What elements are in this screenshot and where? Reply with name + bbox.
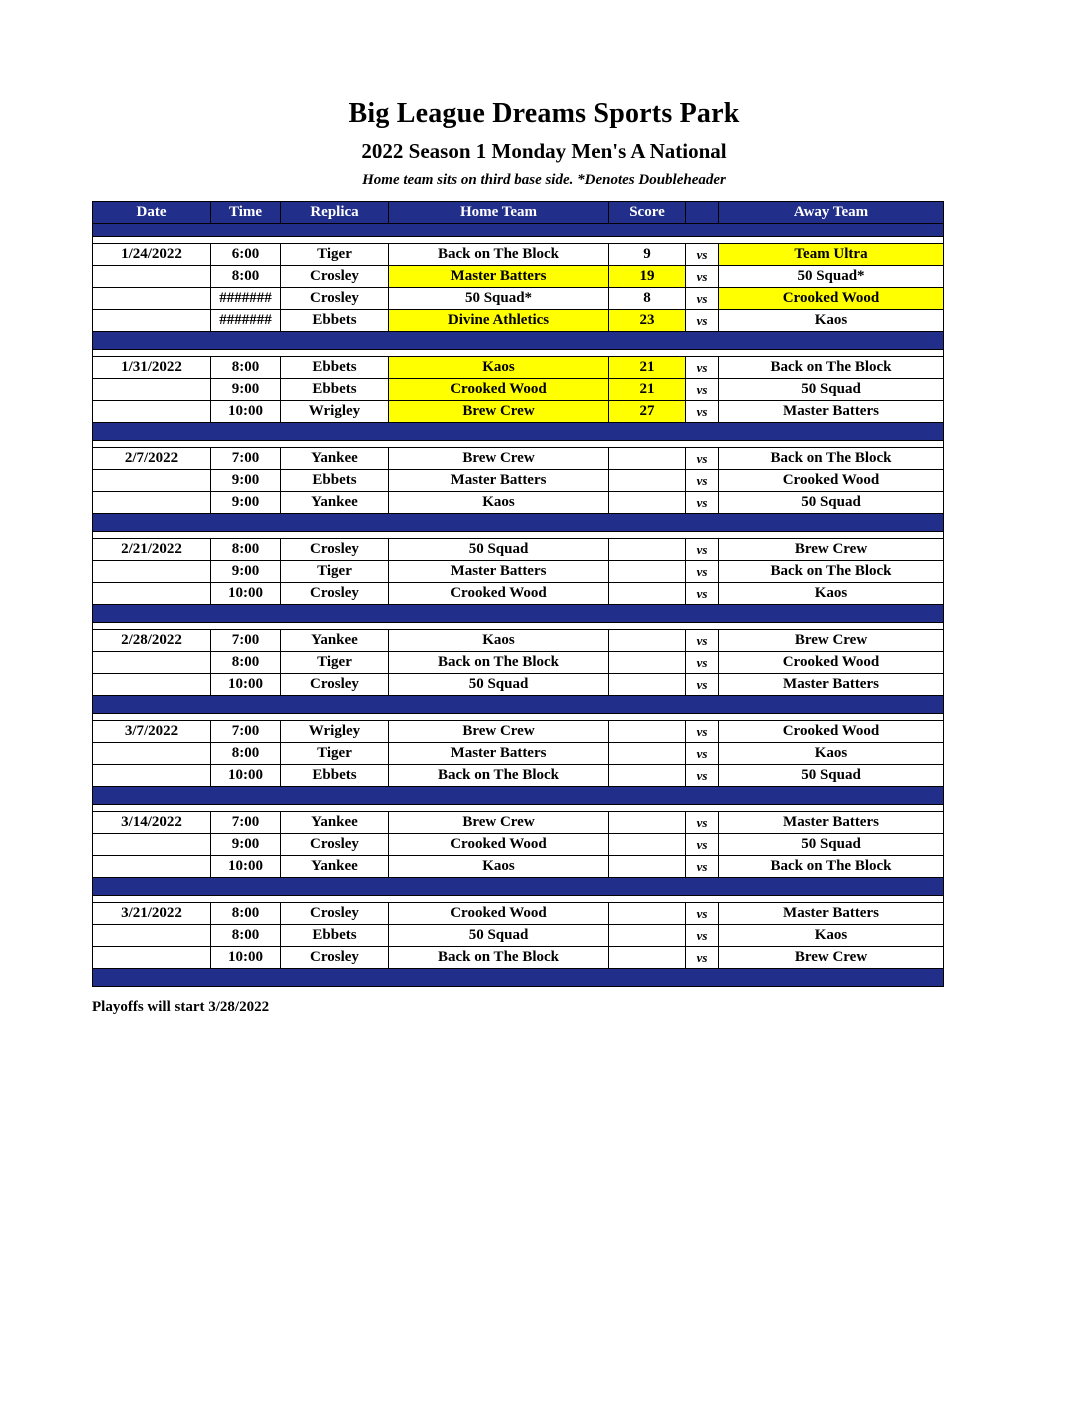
cell-home: 50 Squad: [389, 539, 609, 561]
game-row: [93, 470, 944, 492]
cell-score: [609, 903, 686, 925]
cell-vs: vs: [686, 743, 719, 765]
header-away-team: Away Team: [719, 202, 944, 224]
cell-away: Kaos: [719, 925, 944, 947]
cell-home: Crooked Wood: [389, 834, 609, 856]
cell-home: Master Batters: [389, 743, 609, 765]
game-row: [93, 244, 944, 266]
cell-replica: Yankee: [281, 630, 389, 652]
cell-score: [609, 721, 686, 743]
cell-date: 2/21/2022: [93, 539, 211, 561]
cell-score: [609, 812, 686, 834]
cell-replica: Crosley: [281, 834, 389, 856]
cell-replica: Ebbets: [281, 310, 389, 332]
cell-away: Kaos: [719, 310, 944, 332]
cell-home: Back on The Block: [389, 652, 609, 674]
group-separator-cell: [93, 878, 944, 896]
cell-score: [609, 448, 686, 470]
cell-date: [93, 925, 211, 947]
game-row: [93, 401, 944, 423]
header-band-cell: [93, 224, 944, 237]
cell-score: [609, 834, 686, 856]
game-row: [93, 492, 944, 514]
cell-score: 23: [609, 310, 686, 332]
cell-date: 1/24/2022: [93, 244, 211, 266]
cell-home: Back on The Block: [389, 244, 609, 266]
header-vs: [686, 202, 719, 224]
cell-home: Crooked Wood: [389, 583, 609, 605]
cell-away: 50 Squad: [719, 834, 944, 856]
cell-date: [93, 834, 211, 856]
cell-time: 8:00: [211, 903, 281, 925]
game-row: [93, 652, 944, 674]
cell-vs: vs: [686, 721, 719, 743]
game-row: [93, 743, 944, 765]
cell-replica: Tiger: [281, 561, 389, 583]
cell-vs: vs: [686, 561, 719, 583]
cell-date: [93, 470, 211, 492]
cell-vs: vs: [686, 652, 719, 674]
cell-home: Back on The Block: [389, 947, 609, 969]
cell-date: [93, 583, 211, 605]
group-gap: [93, 714, 944, 721]
cell-date: [93, 266, 211, 288]
cell-away: Crooked Wood: [719, 721, 944, 743]
cell-score: [609, 630, 686, 652]
cell-away: Crooked Wood: [719, 470, 944, 492]
cell-score: 21: [609, 357, 686, 379]
table-body: [93, 244, 944, 987]
cell-home: Kaos: [389, 492, 609, 514]
cell-vs: vs: [686, 244, 719, 266]
cell-date: 3/7/2022: [93, 721, 211, 743]
group-separator: [93, 423, 944, 441]
cell-away: 50 Squad*: [719, 266, 944, 288]
cell-vs: vs: [686, 379, 719, 401]
cell-vs: vs: [686, 674, 719, 696]
cell-score: [609, 765, 686, 787]
cell-vs: vs: [686, 266, 719, 288]
cell-away: Kaos: [719, 743, 944, 765]
cell-replica: Yankee: [281, 812, 389, 834]
cell-date: 3/21/2022: [93, 903, 211, 925]
game-row: [93, 630, 944, 652]
cell-away: 50 Squad: [719, 765, 944, 787]
cell-replica: Wrigley: [281, 721, 389, 743]
cell-score: 27: [609, 401, 686, 423]
group-separator-cell: [93, 969, 944, 987]
cell-date: 2/28/2022: [93, 630, 211, 652]
cell-home: Crooked Wood: [389, 903, 609, 925]
cell-time: 7:00: [211, 812, 281, 834]
header-band: [93, 224, 944, 237]
cell-time: 7:00: [211, 630, 281, 652]
group-separator: [93, 696, 944, 714]
cell-away: Brew Crew: [719, 539, 944, 561]
game-row: [93, 947, 944, 969]
cell-vs: vs: [686, 630, 719, 652]
cell-home: Brew Crew: [389, 812, 609, 834]
cell-time: 9:00: [211, 492, 281, 514]
group-separator: [93, 332, 944, 350]
cell-date: [93, 310, 211, 332]
cell-replica: Tiger: [281, 743, 389, 765]
cell-score: [609, 561, 686, 583]
cell-score: [609, 583, 686, 605]
cell-time: 8:00: [211, 266, 281, 288]
cell-score: [609, 539, 686, 561]
cell-date: [93, 674, 211, 696]
cell-time: 9:00: [211, 561, 281, 583]
cell-time: 8:00: [211, 652, 281, 674]
game-row: [93, 310, 944, 332]
cell-date: [93, 743, 211, 765]
cell-replica: Ebbets: [281, 925, 389, 947]
home-team-note: Home team sits on third base side. *Denotes Doubleheader: [362, 172, 726, 188]
group-separator-cell: [93, 423, 944, 441]
group-gap-cell: [93, 714, 944, 721]
cell-replica: Crosley: [281, 539, 389, 561]
cell-score: 9: [609, 244, 686, 266]
cell-away: Brew Crew: [719, 630, 944, 652]
cell-vs: vs: [686, 903, 719, 925]
cell-replica: Ebbets: [281, 470, 389, 492]
cell-home: Master Batters: [389, 561, 609, 583]
cell-date: [93, 652, 211, 674]
cell-time: 10:00: [211, 674, 281, 696]
cell-away: Back on The Block: [719, 448, 944, 470]
cell-home: 50 Squad*: [389, 288, 609, 310]
cell-time: 8:00: [211, 539, 281, 561]
group-gap: [93, 623, 944, 630]
cell-home: Brew Crew: [389, 448, 609, 470]
group-gap: [93, 350, 944, 357]
table-head: [93, 202, 944, 244]
game-row: [93, 448, 944, 470]
cell-time: 9:00: [211, 470, 281, 492]
cell-date: [93, 765, 211, 787]
game-row: [93, 379, 944, 401]
cell-score: 21: [609, 379, 686, 401]
cell-home: Kaos: [389, 630, 609, 652]
cell-away: Kaos: [719, 583, 944, 605]
group-separator-cell: [93, 332, 944, 350]
header-home-team: Home Team: [389, 202, 609, 224]
group-gap-cell: [93, 441, 944, 448]
cell-away: Back on The Block: [719, 357, 944, 379]
header-gap-cell: [93, 237, 944, 244]
group-gap: [93, 532, 944, 539]
cell-score: 19: [609, 266, 686, 288]
cell-away: Crooked Wood: [719, 652, 944, 674]
cell-replica: Ebbets: [281, 765, 389, 787]
cell-date: [93, 561, 211, 583]
header-row: [93, 202, 944, 224]
game-row: [93, 721, 944, 743]
cell-away: Brew Crew: [719, 947, 944, 969]
cell-time: 8:00: [211, 357, 281, 379]
cell-home: Back on The Block: [389, 765, 609, 787]
cell-score: [609, 925, 686, 947]
group-separator: [93, 514, 944, 532]
cell-replica: Yankee: [281, 492, 389, 514]
cell-away: Master Batters: [719, 812, 944, 834]
playoffs-note: Playoffs will start 3/28/2022: [92, 999, 270, 1015]
cell-score: [609, 470, 686, 492]
game-row: [93, 561, 944, 583]
cell-home: 50 Squad: [389, 674, 609, 696]
cell-date: [93, 288, 211, 310]
cell-away: Back on The Block: [719, 856, 944, 878]
cell-date: [93, 492, 211, 514]
cell-score: [609, 674, 686, 696]
cell-away: Crooked Wood: [719, 288, 944, 310]
group-separator-cell: [93, 696, 944, 714]
cell-replica: Crosley: [281, 583, 389, 605]
cell-vs: vs: [686, 834, 719, 856]
cell-score: [609, 856, 686, 878]
cell-vs: vs: [686, 765, 719, 787]
group-gap-cell: [93, 623, 944, 630]
cell-away: Master Batters: [719, 401, 944, 423]
cell-replica: Crosley: [281, 903, 389, 925]
cell-replica: Crosley: [281, 674, 389, 696]
cell-home: Crooked Wood: [389, 379, 609, 401]
cell-time: 6:00: [211, 244, 281, 266]
page-title: Big League Dreams Sports Park: [348, 98, 740, 129]
cell-time: 10:00: [211, 856, 281, 878]
header-date: Date: [93, 202, 211, 224]
cell-vs: vs: [686, 470, 719, 492]
cell-time: 8:00: [211, 925, 281, 947]
cell-replica: Wrigley: [281, 401, 389, 423]
cell-date: 1/31/2022: [93, 357, 211, 379]
cell-vs: vs: [686, 288, 719, 310]
header-time: Time: [211, 202, 281, 224]
group-gap: [93, 805, 944, 812]
cell-replica: Ebbets: [281, 357, 389, 379]
cell-home: Kaos: [389, 856, 609, 878]
cell-time: 10:00: [211, 765, 281, 787]
group-gap-cell: [93, 350, 944, 357]
game-row: [93, 674, 944, 696]
cell-home: Master Batters: [389, 266, 609, 288]
cell-replica: Ebbets: [281, 379, 389, 401]
game-row: [93, 357, 944, 379]
cell-time: 10:00: [211, 947, 281, 969]
group-separator-cell: [93, 514, 944, 532]
cell-time: 7:00: [211, 721, 281, 743]
cell-vs: vs: [686, 812, 719, 834]
cell-date: [93, 856, 211, 878]
group-gap: [93, 441, 944, 448]
game-row: [93, 583, 944, 605]
game-row: [93, 266, 944, 288]
group-gap-cell: [93, 532, 944, 539]
group-gap-cell: [93, 896, 944, 903]
cell-score: [609, 652, 686, 674]
game-row: [93, 288, 944, 310]
cell-vs: vs: [686, 401, 719, 423]
cell-date: [93, 401, 211, 423]
cell-vs: vs: [686, 856, 719, 878]
cell-away: Back on The Block: [719, 561, 944, 583]
game-row: [93, 812, 944, 834]
cell-score: [609, 492, 686, 514]
header-gap: [93, 237, 944, 244]
cell-home: Kaos: [389, 357, 609, 379]
group-separator-cell: [93, 787, 944, 805]
cell-score: [609, 947, 686, 969]
group-separator: [93, 605, 944, 623]
cell-vs: vs: [686, 583, 719, 605]
cell-home: Master Batters: [389, 470, 609, 492]
cell-time: 9:00: [211, 379, 281, 401]
cell-time: #######: [211, 310, 281, 332]
cell-replica: Crosley: [281, 947, 389, 969]
group-separator: [93, 878, 944, 896]
group-gap-cell: [93, 805, 944, 812]
cell-time: 10:00: [211, 401, 281, 423]
schedule-table: [92, 201, 944, 987]
game-row: [93, 925, 944, 947]
cell-away: 50 Squad: [719, 492, 944, 514]
schedule-table-wrap: [92, 201, 944, 987]
cell-home: Divine Athletics: [389, 310, 609, 332]
cell-away: 50 Squad: [719, 379, 944, 401]
document-header: [0, 0, 1088, 189]
cell-date: 3/14/2022: [93, 812, 211, 834]
cell-vs: vs: [686, 492, 719, 514]
cell-home: 50 Squad: [389, 925, 609, 947]
cell-home: Brew Crew: [389, 401, 609, 423]
cell-away: Master Batters: [719, 674, 944, 696]
group-gap: [93, 896, 944, 903]
cell-time: 10:00: [211, 583, 281, 605]
group-separator: [93, 787, 944, 805]
cell-time: #######: [211, 288, 281, 310]
cell-vs: vs: [686, 357, 719, 379]
header-score: Score: [609, 202, 686, 224]
cell-time: 8:00: [211, 743, 281, 765]
game-row: [93, 856, 944, 878]
cell-replica: Yankee: [281, 448, 389, 470]
cell-date: [93, 379, 211, 401]
cell-replica: Tiger: [281, 652, 389, 674]
game-row: [93, 834, 944, 856]
cell-time: 9:00: [211, 834, 281, 856]
cell-vs: vs: [686, 310, 719, 332]
game-row: [93, 903, 944, 925]
cell-vs: vs: [686, 448, 719, 470]
page-subtitle: 2022 Season 1 Monday Men's A National: [361, 139, 727, 163]
cell-vs: vs: [686, 925, 719, 947]
cell-score: 8: [609, 288, 686, 310]
cell-away: Master Batters: [719, 903, 944, 925]
cell-date: 2/7/2022: [93, 448, 211, 470]
cell-vs: vs: [686, 947, 719, 969]
game-row: [93, 539, 944, 561]
cell-vs: vs: [686, 539, 719, 561]
cell-score: [609, 743, 686, 765]
game-row: [93, 765, 944, 787]
header-replica: Replica: [281, 202, 389, 224]
group-separator: [93, 969, 944, 987]
cell-date: [93, 947, 211, 969]
cell-time: 7:00: [211, 448, 281, 470]
group-separator-cell: [93, 605, 944, 623]
cell-replica: Crosley: [281, 266, 389, 288]
cell-home: Brew Crew: [389, 721, 609, 743]
cell-replica: Yankee: [281, 856, 389, 878]
cell-replica: Crosley: [281, 288, 389, 310]
cell-replica: Tiger: [281, 244, 389, 266]
cell-away: Team Ultra: [719, 244, 944, 266]
